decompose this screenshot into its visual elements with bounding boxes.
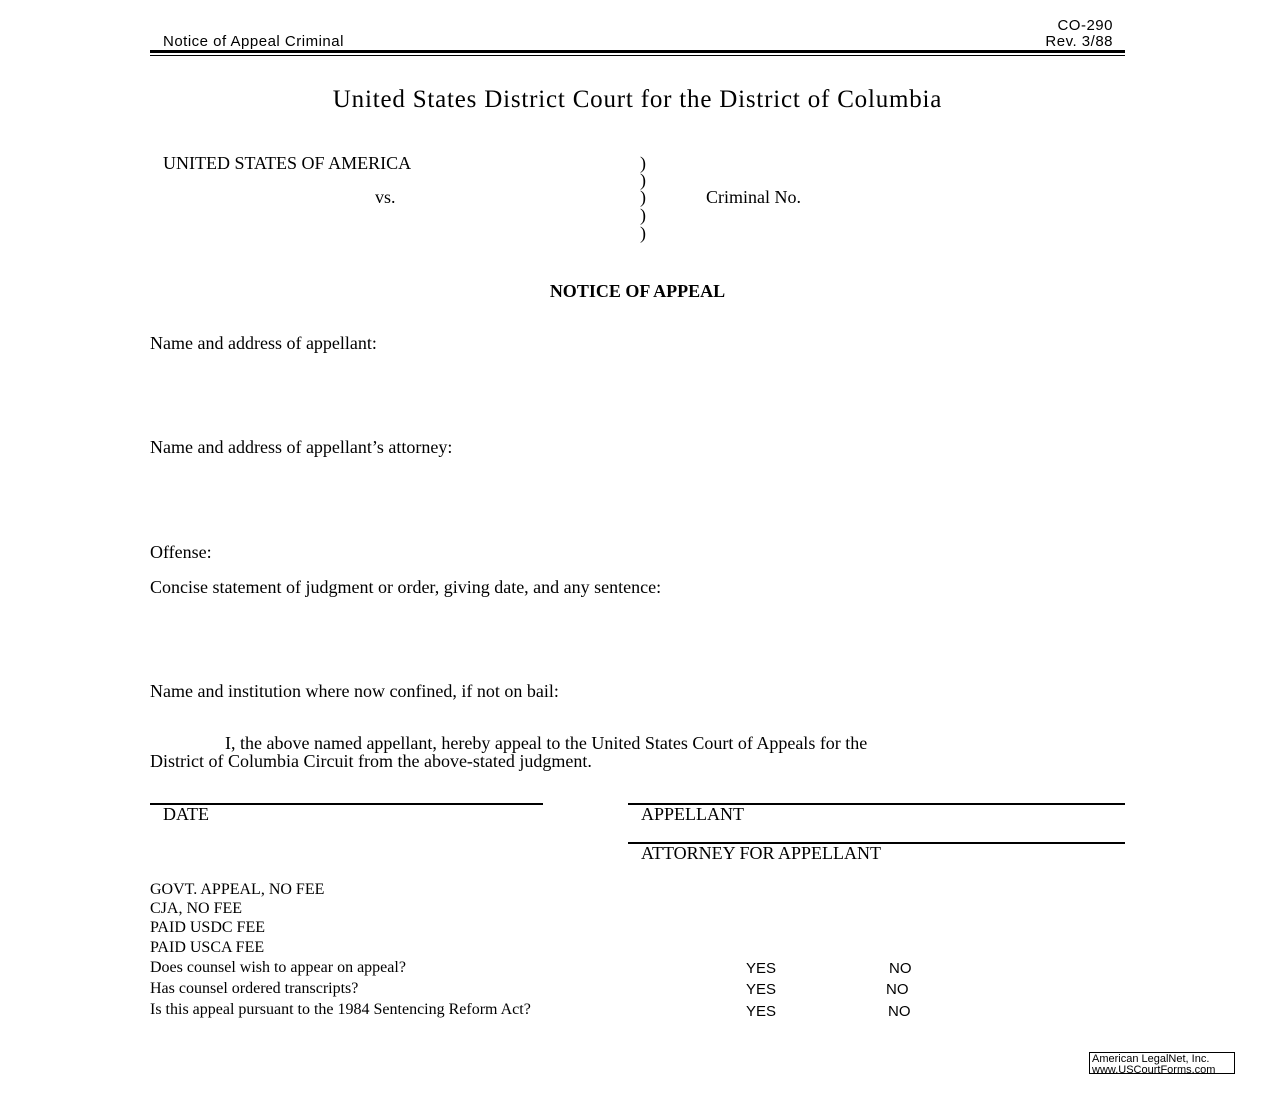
question-sentencing-act-yes: YES (746, 1003, 777, 1020)
question-counsel-appear-no: NO (889, 960, 912, 977)
form-revision: Rev. 3/88 (1045, 33, 1113, 50)
question-transcripts-no: NO (886, 981, 909, 998)
publisher-badge (1089, 1052, 1235, 1074)
fee-usdc-paid: PAID USDC FEE (150, 919, 265, 936)
question-sentencing-act: Is this appeal pursuant to the 1984 Sentencing Reform Act? (150, 1001, 531, 1018)
fee-usca-paid: PAID USCA FEE (150, 939, 265, 956)
confinement-label: Name and institution where now confined, if not on bail: (150, 681, 559, 701)
court-title: United States District Court for the District of Columbia (332, 86, 943, 113)
question-counsel-appear: Does counsel wish to appear on appeal? (150, 959, 406, 976)
versus-text: vs. (375, 187, 396, 207)
question-counsel-appear-yes: YES (746, 960, 777, 977)
form-code: CO-290 (1057, 17, 1113, 34)
judgment-label: Concise statement of judgment or order, giving date, and any sentence: (150, 577, 662, 597)
caption-paren: ) (640, 205, 646, 225)
header-rule-thin (150, 55, 1125, 56)
offense-label: Offense: (150, 542, 212, 562)
publisher-name: American LegalNet, Inc. (1092, 1053, 1210, 1065)
plaintiff-name: UNITED STATES OF AMERICA (163, 153, 412, 173)
caption-paren: ) (640, 170, 646, 190)
document-heading: NOTICE OF APPEAL (549, 281, 726, 301)
date-label: DATE (163, 804, 209, 824)
publisher-url: www.USCourtForms.com (1092, 1064, 1216, 1076)
form-title: Notice of Appeal Criminal (163, 33, 344, 50)
fee-govt-appeal: GOVT. APPEAL, NO FEE (150, 881, 325, 898)
header-rule-thick (150, 50, 1125, 53)
attorney-label: Name and address of appellant’s attorney: (150, 437, 453, 457)
appellant-label: Name and address of appellant: (150, 333, 377, 353)
attorney-signature-label: ATTORNEY FOR APPELLANT (641, 843, 882, 863)
fee-cja: CJA, NO FEE (150, 900, 243, 917)
question-sentencing-act-no: NO (888, 1003, 911, 1020)
caption-paren: ) (640, 153, 646, 173)
appellant-signature-label: APPELLANT (641, 804, 744, 824)
question-transcripts-yes: YES (746, 981, 777, 998)
question-transcripts: Has counsel ordered transcripts? (150, 980, 359, 997)
caption-paren: ) (640, 223, 646, 243)
appeal-statement-line2: District of Columbia Circuit from the above-stated judgment. (150, 751, 592, 771)
caption-paren: ) (640, 187, 646, 207)
criminal-number-label: Criminal No. (706, 187, 801, 207)
appeal-statement-line1: I, the above named appellant, hereby appeal to the United States Court of Appeals for the (225, 733, 868, 753)
